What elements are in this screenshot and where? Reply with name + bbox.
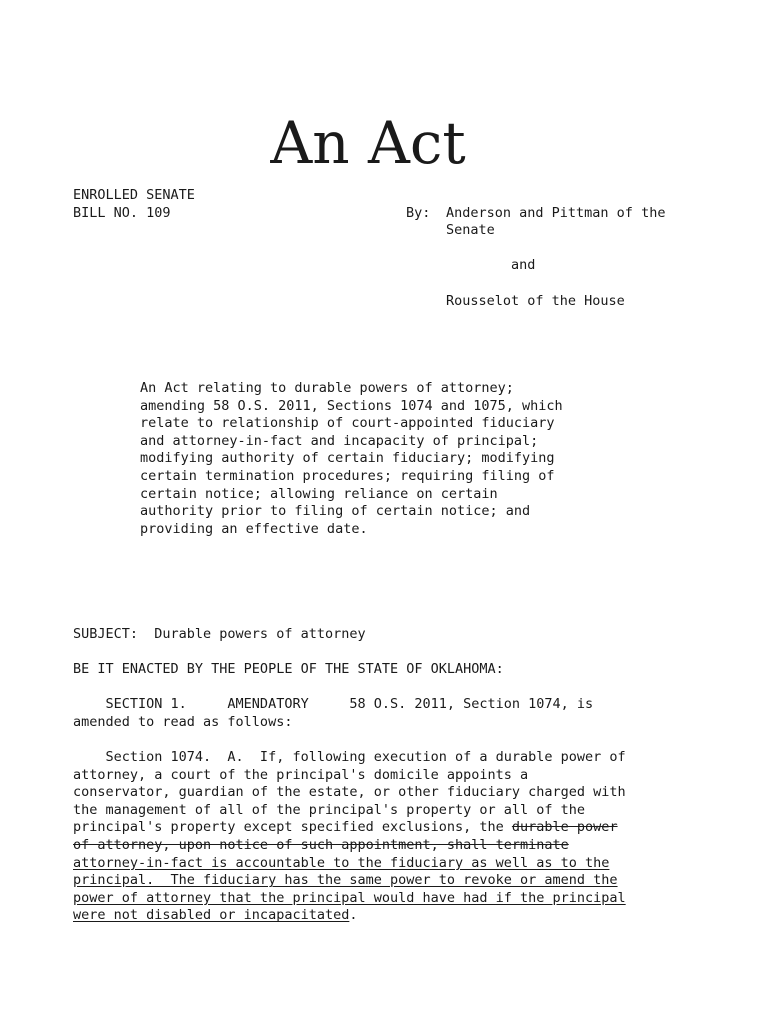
inserted-text: were not disabled or incapacitated bbox=[73, 907, 350, 924]
act-summary bbox=[140, 380, 563, 538]
senate-authors-line-2: Senate bbox=[446, 222, 495, 238]
bill-number-line-2: BILL NO. 109 bbox=[73, 205, 171, 221]
inserted-text-line: attorney-in-fact is accountable to the fiduciary as well as to the bbox=[73, 854, 610, 871]
plain-text: . bbox=[349, 907, 358, 924]
bill-number-line-1: ENROLLED SENATE bbox=[73, 187, 195, 203]
senate-authors-line-1: Anderson and Pittman of the bbox=[446, 205, 666, 221]
subject-line: SUBJECT: Durable powers of attorney bbox=[73, 626, 366, 642]
section-text-line: the management of all of the principal's property or all of the bbox=[73, 801, 586, 818]
section-1-amended-line: amended to read as follows: bbox=[73, 714, 293, 730]
summary-line: amending 58 O.S. 2011, Sections 1074 and 1075, which bbox=[140, 397, 563, 414]
summary-line: relate to relationship of court-appointed fiduciary bbox=[140, 415, 555, 432]
section-text-line: conservator, guardian of the estate, or other fiduciary charged with bbox=[73, 784, 626, 801]
plain-text: principal's property except specified exclusions, the bbox=[73, 819, 512, 836]
summary-line: modifying authority of certain fiduciary; modifying bbox=[140, 450, 555, 467]
struck-text: durable power bbox=[511, 819, 618, 836]
summary-line: An Act relating to durable powers of attorney; bbox=[140, 380, 514, 396]
summary-line: certain notice; allowing reliance on certain bbox=[140, 485, 498, 502]
inserted-text-line: power of attorney that the principal would have had if the principal bbox=[73, 889, 626, 906]
summary-line: and attorney-in-fact and incapacity of principal; bbox=[140, 432, 539, 449]
inserted-text-line: principal. The fiduciary has the same power to revoke or amend the bbox=[73, 872, 618, 889]
section-1074-text bbox=[73, 749, 626, 925]
summary-line: providing an effective date. bbox=[140, 520, 368, 537]
section-text-line bbox=[73, 819, 626, 837]
section-text-line: Section 1074. A. If, following execution of a durable power of bbox=[73, 749, 626, 765]
by-label: By: bbox=[406, 205, 431, 221]
enacting-clause: BE IT ENACTED BY THE PEOPLE OF THE STATE OF OKLAHOMA: bbox=[73, 661, 504, 677]
document-title: An Act bbox=[270, 109, 466, 177]
section-text-line bbox=[73, 907, 626, 925]
struck-text-line: of attorney, upon notice of such appointment, shall terminate bbox=[73, 836, 569, 853]
summary-line: authority prior to filing of certain notice; and bbox=[140, 503, 531, 520]
summary-line: certain termination procedures; requiring filing of bbox=[140, 467, 555, 484]
and-conjunction: and bbox=[511, 257, 536, 273]
section-text-line: attorney, a court of the principal's domicile appoints a bbox=[73, 766, 529, 783]
house-authors-line: Rousselot of the House bbox=[446, 293, 625, 309]
section-1-heading: SECTION 1. AMENDATORY 58 O.S. 2011, Section 1074, is bbox=[73, 696, 594, 712]
